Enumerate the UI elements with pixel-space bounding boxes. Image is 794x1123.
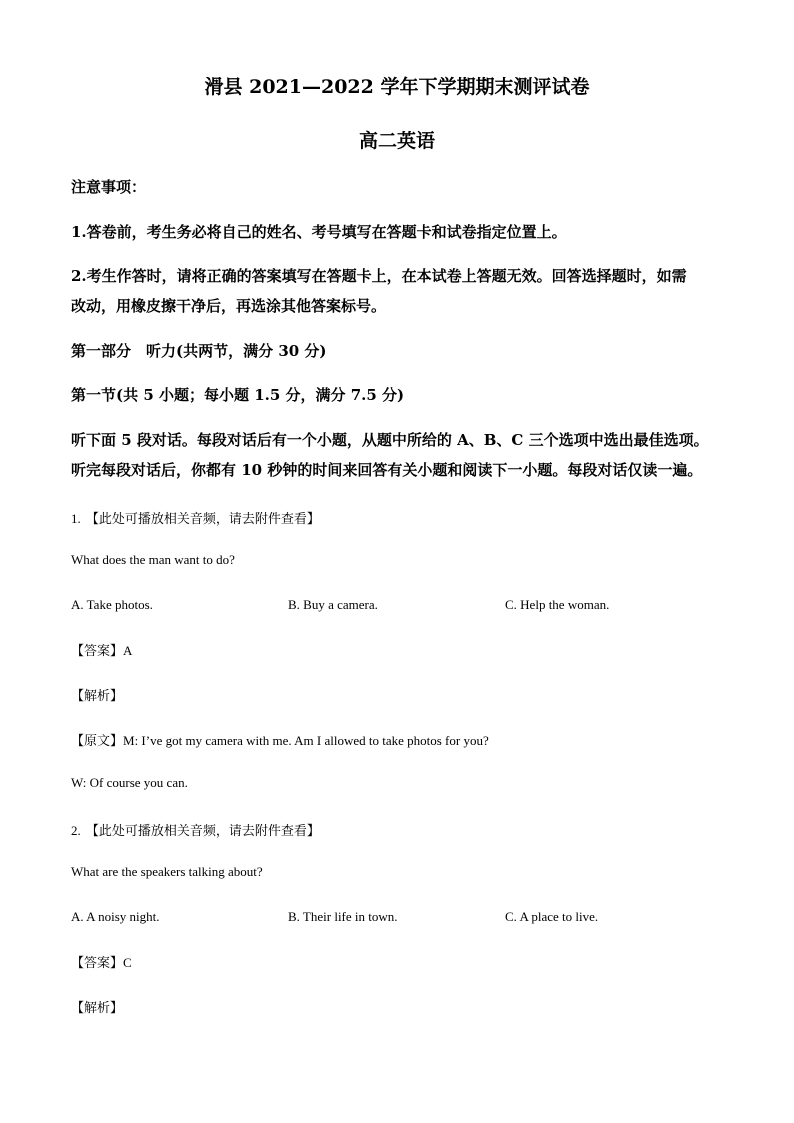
question-1-answer [71,640,132,659]
answer-value: A [123,643,133,658]
notice-item-2-line-1: 2.考生作答时，请将正确的答案填写在答题卡上，在本试卷上答题无效。回答选择题时，如需 [71,267,687,285]
notice-item-1: 1.答卷前，考生务必将自己的姓名、考号填写在答题卡和试卷指定位置上。 [71,223,567,241]
section-one-heading: 第一节(共 5 小题；每小题 1.5 分，满分 7.5 分) [71,386,405,404]
question-1-option-c: C. Help the woman. [505,597,610,612]
audio-note: 【此处可播放相关音频，请去附件查看】 [85,512,320,527]
answer-label: 【答案】 [71,956,124,971]
question-2-header [71,820,320,839]
page-subtitle: 高二英语 [358,130,435,152]
notice-heading: 注意事项： [71,178,147,196]
question-1-option-b: B. Buy a camera. [288,597,378,612]
question-1-transcript-m [71,730,489,749]
question-2-option-b: B. Their life in town. [288,909,398,924]
question-2-option-a: A. A noisy night. [71,909,160,924]
question-1-header [71,508,320,527]
question-1-analysis-label: 【解析】 [71,689,124,704]
part-one-heading: 第一部分 听力(共两节，满分 30 分) [71,342,327,360]
question-2-answer [71,952,132,971]
question-1-text: What does the man want to do? [71,552,235,567]
answer-label: 【答案】 [71,644,124,659]
question-1-transcript-w: W: Of course you can. [71,775,188,790]
listening-instruction-line-1: 听下面 5 段对话。每段对话后有一个小题，从题中所给的 A、B、C 三个选项中选出最佳选项。 [71,431,709,449]
question-2-text: What are the speakers talking about? [71,864,263,879]
answer-value: C [123,955,132,970]
listening-instruction-line-2: 听完每段对话后，你都有 10 秒钟的时间来回答有关小题和阅读下一小题。每段对话仅读一遍。 [71,461,703,479]
audio-note: 【此处可播放相关音频，请去附件查看】 [85,824,320,839]
page-title: 滑县 2021—2022 学年下学期期末测评试卷 [204,76,590,98]
question-number: 2. [71,823,81,838]
transcript-line: M: I’ve got my camera with me. Am I allowed to take photos for you? [123,733,489,748]
question-2-option-c: C. A place to live. [505,909,599,924]
question-1-option-a: A. Take photos. [71,597,153,612]
transcript-label: 【原文】 [71,734,124,749]
question-2-analysis-label: 【解析】 [71,1001,124,1016]
notice-item-2-line-2: 改动，用橡皮擦干净后，再选涂其他答案标号。 [71,297,387,315]
question-number: 1. [71,511,81,526]
